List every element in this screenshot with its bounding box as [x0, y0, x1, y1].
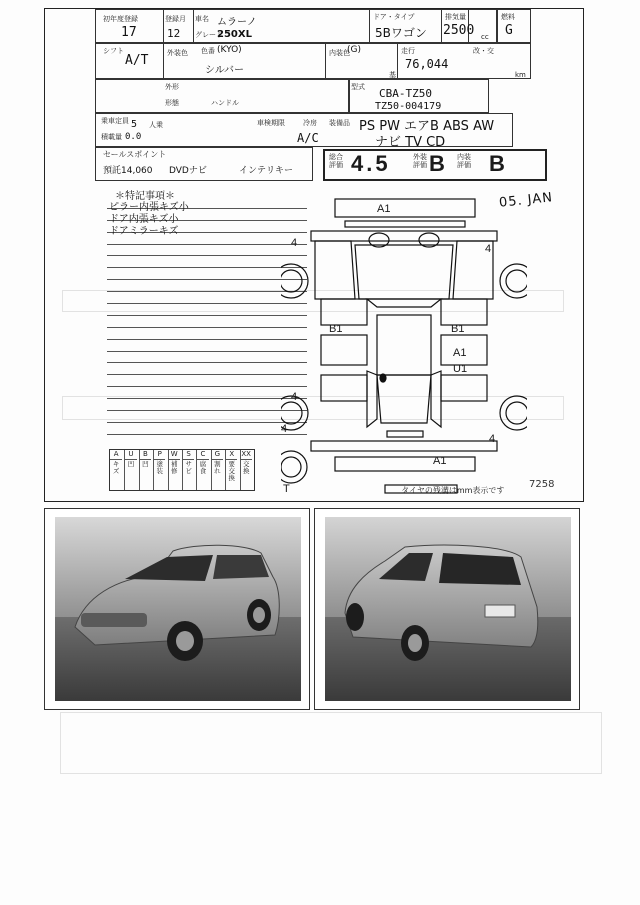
spec-row [95, 43, 531, 79]
sales-point-item: DVDナビ [169, 166, 207, 176]
legend-meaning: 塗装 [156, 460, 164, 475]
legend-meaning: 凹 [127, 460, 135, 468]
auction-sheet [44, 8, 584, 502]
legend-code: A [110, 450, 122, 460]
interior-grade: B [489, 151, 505, 176]
tire-depth: 4 [291, 391, 298, 403]
damage-mark: B1 [329, 323, 343, 335]
mileage-unit: km [515, 71, 526, 79]
tire-depth: 4 [489, 433, 496, 445]
interior-grade-label: 内装評価 [457, 153, 471, 169]
equipment-label: 装備品 [329, 119, 350, 127]
door-type: 5Bワゴン [375, 26, 427, 40]
legend-code: B [140, 450, 151, 460]
year-value: 17 [121, 25, 137, 40]
load-label: 積載量 [101, 133, 122, 141]
capacity-unit: 人乗 [149, 121, 163, 129]
legend-code: U [125, 450, 136, 460]
load: 0.0 [125, 132, 142, 142]
mileage: 76,044 [405, 57, 449, 71]
capacity: 5 [131, 119, 138, 130]
damage-mark: A1 [453, 347, 467, 359]
grade-label: グレード [195, 31, 223, 39]
year-label: 初年度登録 [103, 15, 138, 23]
damage-mark: A1 [433, 455, 447, 467]
color-code: (KYO) [217, 45, 242, 55]
handwritten-date: 05. JAN [498, 190, 554, 211]
exterior-grade-label: 外装評価 [413, 153, 427, 169]
legend-code: C [197, 450, 208, 460]
exterior-label: 外装色 [167, 49, 188, 57]
legend-item [225, 450, 237, 490]
legend-meaning: 補修 [170, 460, 178, 475]
displacement-unit: cc [481, 33, 489, 41]
aircon-label: 冷房 [303, 119, 317, 127]
car-front-photo [55, 517, 301, 701]
legend-code: G [212, 450, 223, 460]
tire-depth: 4 [291, 237, 298, 249]
total-grade-label: 総合評価 [329, 153, 343, 169]
legend-item [110, 450, 122, 490]
color-label: 色番 [201, 47, 215, 55]
car-rear-photo [325, 517, 571, 701]
note-line: ドアミラーキズ [109, 226, 179, 237]
legend-code: S [183, 450, 194, 460]
tire-depth: 4 [281, 423, 288, 435]
mileage-label: 走行 [401, 47, 415, 55]
displacement: 2500 [443, 23, 475, 38]
legend-meaning: 要交換 [228, 460, 236, 482]
legend-item [211, 450, 223, 490]
tire-note: タイヤの残溝はmm表示です [401, 486, 505, 495]
chassis-number: TZ50-004179 [375, 101, 442, 112]
sales-point-item: インテリキー [239, 166, 294, 176]
inspection-label: 車検期限 [257, 119, 285, 127]
legend-code: P [154, 450, 165, 460]
body-label: 外形 [165, 83, 179, 91]
model-label: 型式 [351, 83, 365, 91]
legend-meaning: サビ [185, 460, 192, 475]
displacement-label: 排気量 [445, 13, 466, 21]
steering-label: ハンドル [211, 99, 239, 107]
inspection-row [95, 79, 349, 113]
sheet-code: 7258 [529, 479, 555, 490]
interior-color-code: (G) [347, 45, 361, 55]
equipment-line1: PS PW エアB ABS AW [359, 119, 495, 134]
legend-meaning: 交換 [242, 460, 250, 475]
damage-mark: A1 [377, 203, 391, 215]
exterior-grade: B [429, 151, 445, 176]
legend-item [240, 450, 252, 490]
grade: 250XL [217, 29, 252, 40]
legend-item [182, 450, 194, 490]
sales-point-item: 預託14,060 [103, 166, 153, 176]
color: シルバー [205, 65, 245, 76]
photo-frame-rear [314, 508, 580, 710]
note-line: ピラー内張キズ小 [109, 202, 189, 213]
legend-item [139, 450, 151, 490]
damage-mark: U1 [453, 363, 468, 375]
sales-point-label: セールスポイント [103, 150, 167, 159]
month-value: 12 [167, 27, 181, 40]
tire-depth: 4 [485, 243, 492, 255]
legend-meaning: 割れ [214, 460, 221, 475]
car-name: ムラーノ [217, 17, 257, 28]
model: CBA-TZ50 [379, 87, 432, 100]
capacity-label: 乗車定員 [101, 117, 129, 125]
notes-title: ＊特記事項＊ [115, 191, 175, 202]
spare-tire-label: T [283, 483, 290, 495]
note-line: ドア内張キズ小 [109, 214, 179, 225]
equipment-line2: ナビ TV CD [375, 135, 446, 150]
legend-meaning: 腐食 [199, 460, 207, 475]
legend-meaning: キズ [112, 460, 120, 475]
legend-code: X [226, 450, 237, 460]
fuel-label: 燃料 [501, 13, 515, 21]
legend-item [124, 450, 136, 490]
legend-item [153, 450, 165, 490]
base-label: 基 [389, 71, 396, 79]
bleed-through [60, 712, 602, 774]
legend-item [196, 450, 208, 490]
form-label: 形態 [165, 99, 179, 107]
damage-mark: B1 [451, 323, 465, 335]
reg-month-label: 登録月 [165, 15, 186, 23]
total-grade: 4.5 [351, 151, 391, 176]
photo-frame-front [44, 508, 310, 710]
damage-legend [109, 449, 255, 491]
legend-code: W [169, 450, 180, 460]
car-damage-diagram [281, 195, 527, 495]
shift: A/T [125, 53, 149, 68]
legend-meaning: 凹 [142, 460, 149, 468]
fuel: G [505, 23, 513, 38]
aircon: A/C [297, 131, 319, 145]
shift-label: シフト [103, 47, 124, 55]
car-name-label: 車名 [195, 15, 209, 23]
interior-label: 内装色 [329, 49, 350, 57]
door-label: ドア・タイプ [373, 13, 415, 21]
legend-item [168, 450, 180, 490]
legend-code: XX [241, 450, 251, 458]
replace-label: 改・交 [473, 47, 494, 55]
